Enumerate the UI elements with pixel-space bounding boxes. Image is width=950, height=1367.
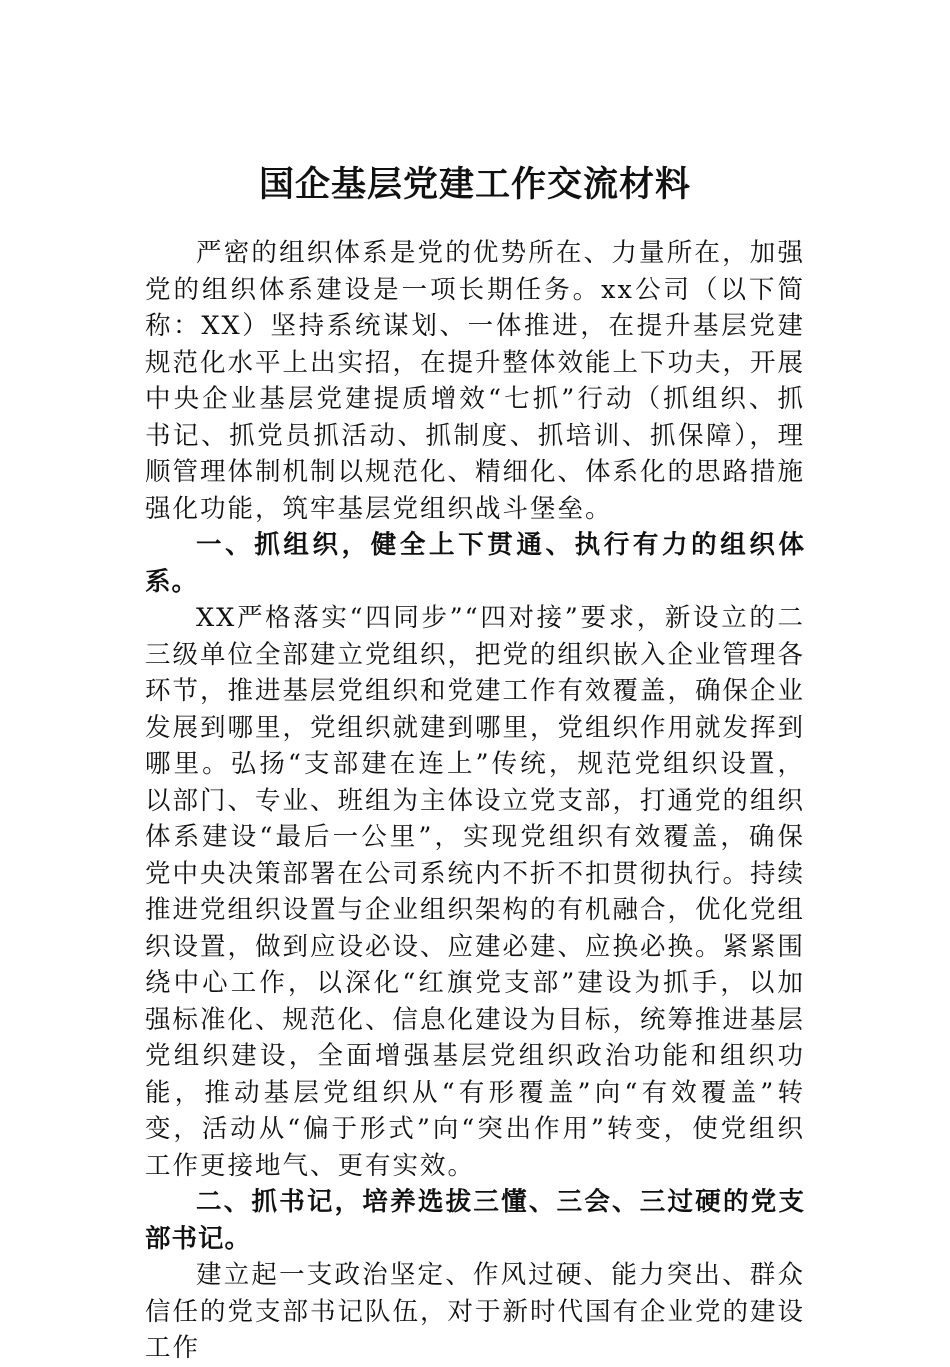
section-heading-1: 一、抓组织，健全上下贯通、执行有力的组织体系。 (145, 530, 805, 597)
intro-paragraph: 严密的组织体系是党的优势所在、力量所在，加强党的组织体系建设是一项长期任务。xx公司（以下简称：XX）坚持系统谋划、一体推进，在提升基层党建规范化水平上出实招，在提升整体效能上下功夫，开展中央企业基层党建提质增效“七抓”行动（抓组织、抓书记、抓党员抓活动、抓制度、抓培训、抓保障），理顺管理体制机制以规范化、精细化、体系化的思路措施强化功能，筑牢基层党组织战斗堡垒。 (145, 238, 806, 524)
section-1-paragraph: XX严格落实“四同步”“四对接”要求，新设立的二三级单位全部建立党组织，把党的组织嵌入企业管理各环节，推进基层党组织和党建工作有效覆盖，确保企业发展到哪里，党组织就建到哪里，党组织作用就发挥到哪里。弘扬“支部建在连上”传统，规范党组织设置，以部门、专业、班组为主体设立党支部，打通党的组织体系建设“最后一公里”，实现党组织有效覆盖，确保党中央决策部署在公司系统内不折不扣贯彻执行。持续推进党组织设置与企业组织架构的有机融合，优化党组织设置，做到应设必设、应建必建、应换必换。紧紧围绕中心工作，以深化“红旗党支部”建设为抓手，以加强标准化、规范化、信息化建设为目标，统筹推进基层党组织建设，全面增强基层党组织政治功能和组织功能，推动基层党组织从“有形覆盖”向“有效覆盖”转变，活动从“偏于形式”向“突出作用”转变，使党组织工作更接地气、更有实效。 (145, 603, 806, 1181)
section-2-paragraph: 建立起一支政治坚定、作风过硬、能力突出、群众信任的党支部书记队伍，对于新时代国有企业党的建设工作 (145, 1260, 806, 1363)
section-heading-2: 二、抓书记，培养选拔三懂、三会、三过硬的党支部书记。 (145, 1187, 805, 1254)
document-title: 国企基层党建工作交流材料 (258, 164, 691, 205)
document-page (145, 150, 805, 1367)
